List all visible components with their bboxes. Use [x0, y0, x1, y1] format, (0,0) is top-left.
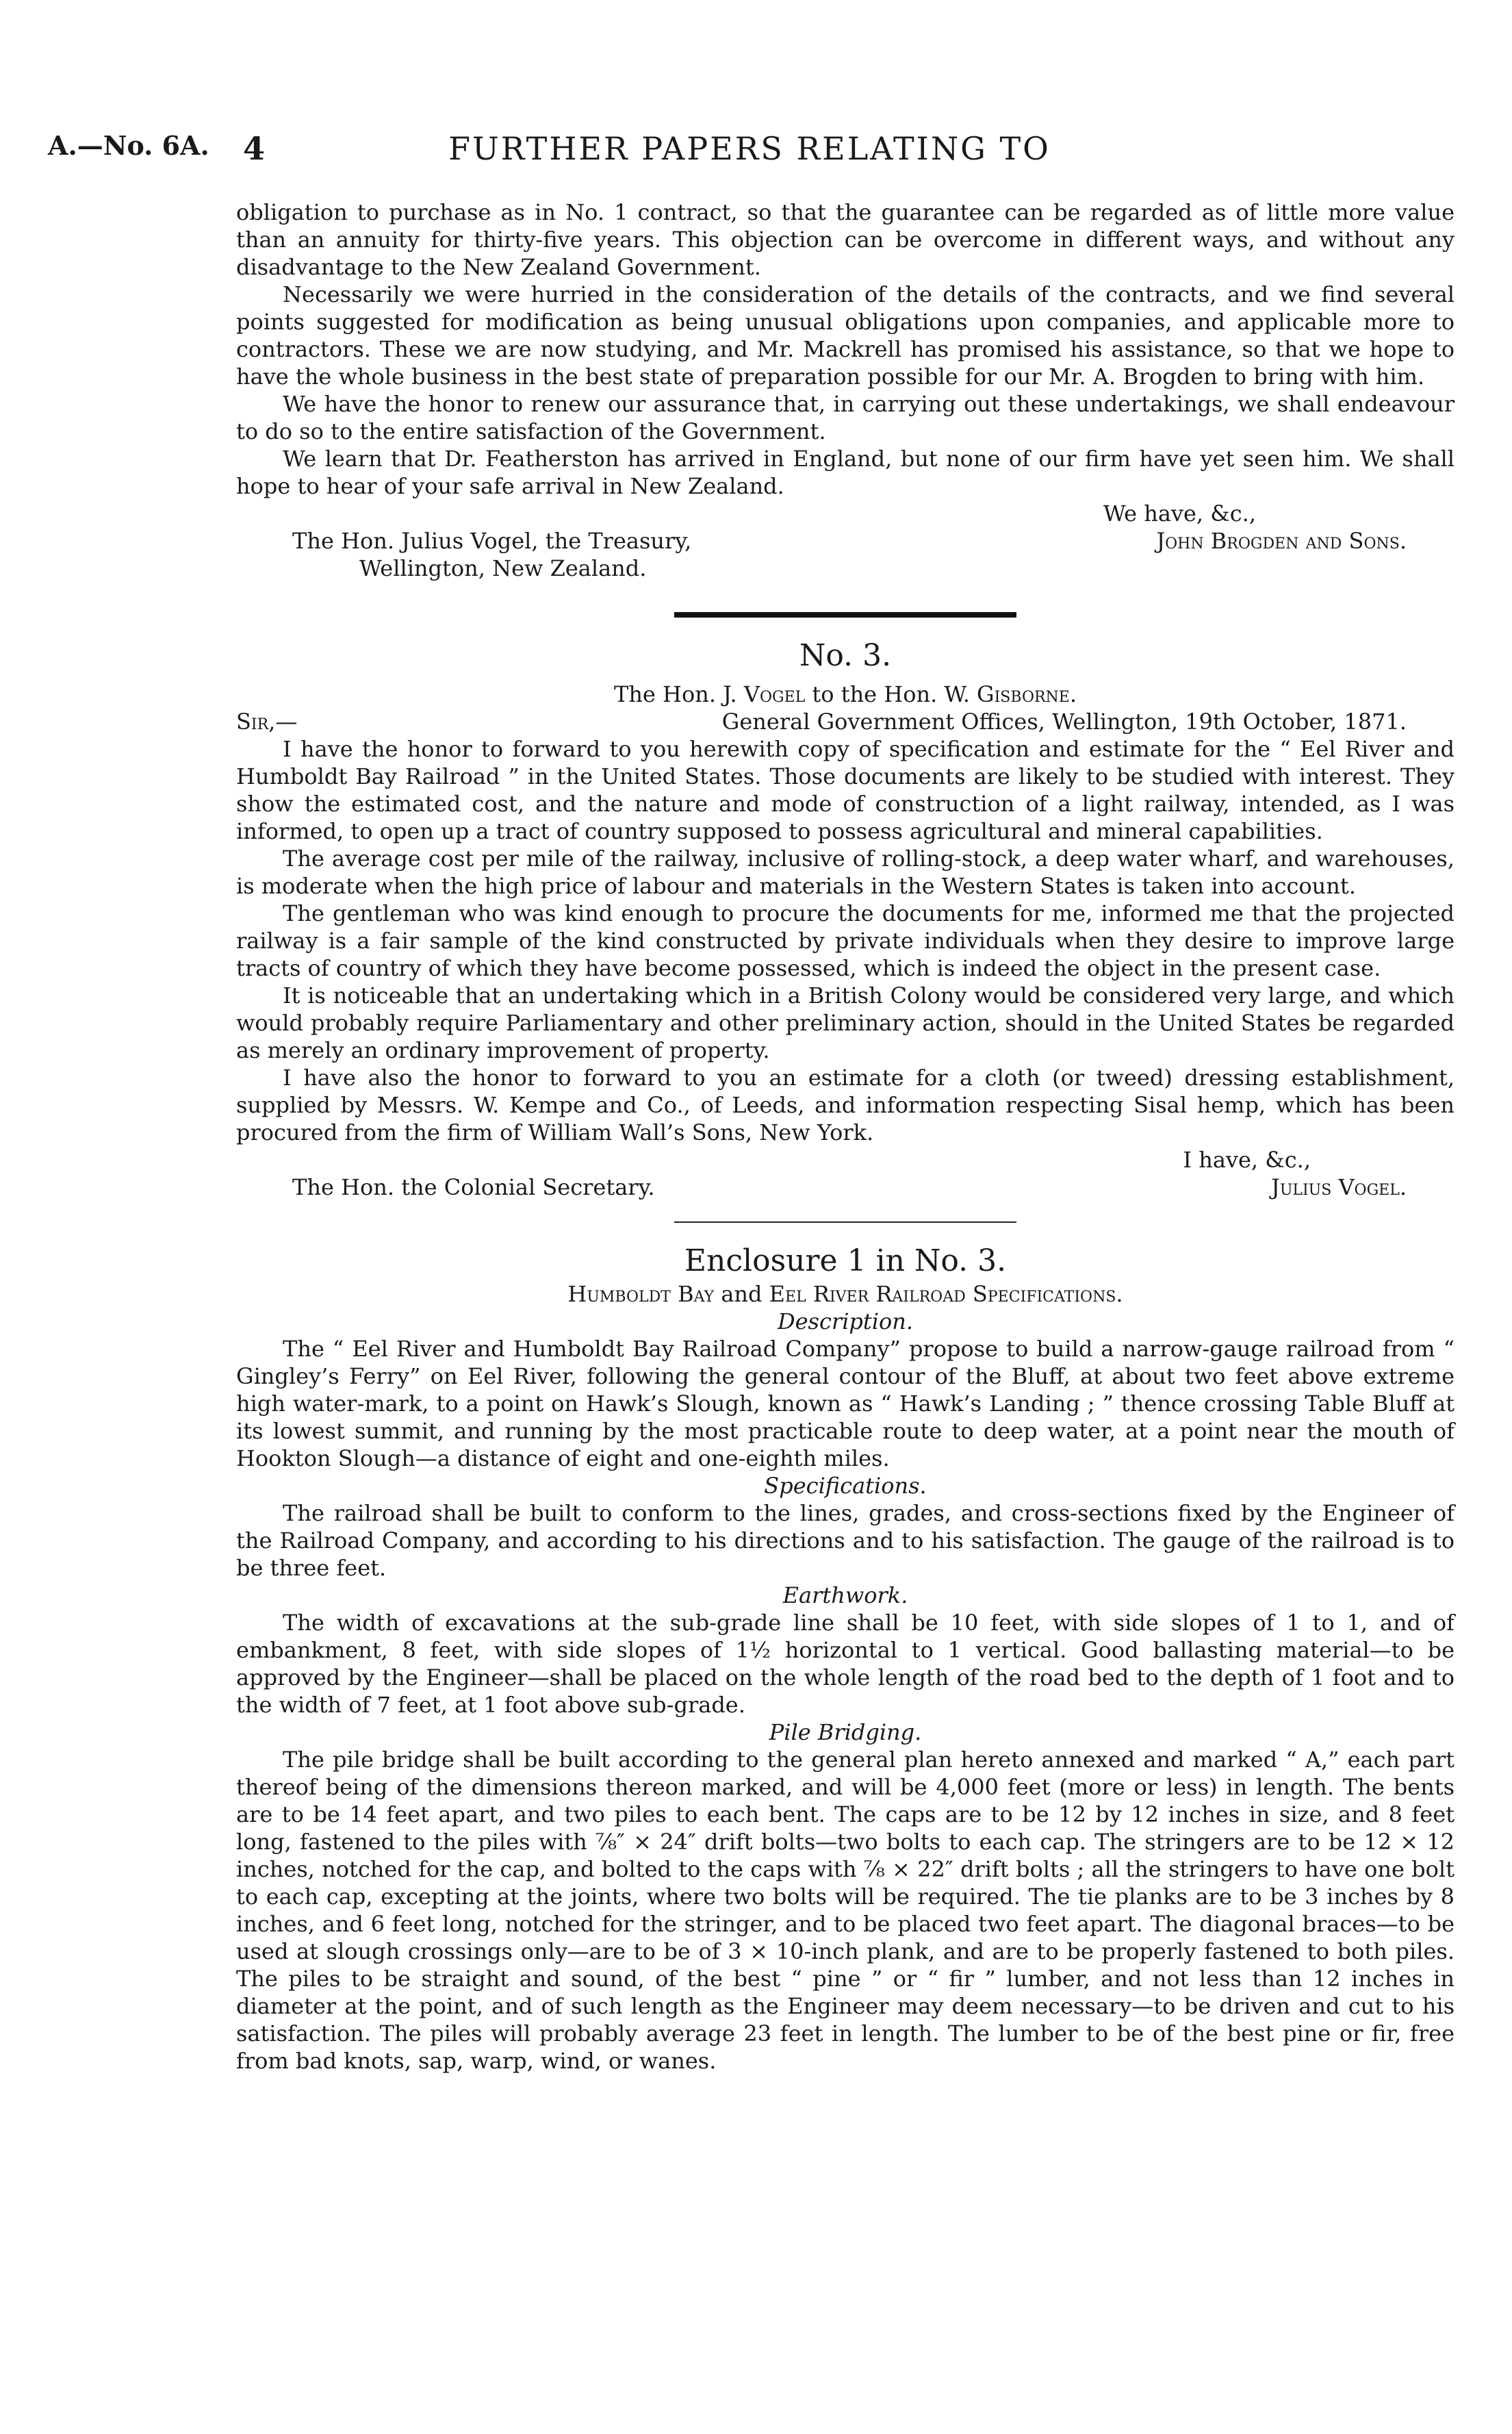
- addressee: The Hon. Julius Vogel, the Treasury,: [292, 528, 692, 554]
- document-body: [236, 199, 1455, 2075]
- subtitle-text: and: [714, 1281, 769, 1307]
- paragraph: We learn that Dr. Featherston has arrived in England, but none of our firm have yet seen him. We shall hope to hear of your safe arrival in New Zealand.: [236, 446, 1455, 499]
- addressee-signature-row: [236, 527, 1455, 555]
- paragraph: The gentleman who was kind enough to procure the documents for me, informed me that the projected railway is a fair sample of the kind constructed by private individuals when they desire to improve large tracts of country of which they have become possessed, which is indeed the object in the present case.: [236, 900, 1455, 981]
- page-number: 4: [243, 130, 266, 167]
- running-title: FURTHER PAPERS RELATING TO: [448, 130, 1051, 167]
- paragraph: The pile bridge shall be built according to the general plan hereto annexed and marked “ A,” each part thereof being of the dimensions thereon marked, and will be 4,000 feet (more or less) in length. The bents are to be 14 feet apart, and two piles to each bent. The caps are to be 12 by 12 inches in size, and 8 feet long, fastened to the piles with ⅞″ × 24″ drift bolts—two bolts to each cap. The stringers are to be 12 × 12 inches, notched for the cap, and bolted to the caps with ⅞ × 22″ drift bolts ; all the stringers to have one bolt to each cap, excepting at the joints, where two bolts will be required. The tie planks are to be 3 inches by 8 inches, and 6 feet long, notched for the stringer, and to be placed two feet apart. The diagonal braces—to be used at slough crossings only—are to be of 3 × 10-inch plank, and are to be properly fastened to both piles. The piles to be straight and sound, of the best “ pine ” or “ fir ” lumber, and not less than 12 inches in diameter at the point, and of such length as the Engineer may deem necessary—to be driven and cut to his satisfaction. The piles will probably average 23 feet in length. The lumber to be of the best pine or fir, free from bad knots, sap, warp, wind, or wanes.: [236, 1747, 1455, 2074]
- paragraph: We have the honor to renew our assurance that, in carrying out these undertakings, we shall endeavour to do so to the entire satisfaction of the Government.: [236, 391, 1455, 444]
- section-divider: [674, 612, 1016, 618]
- letter-heading: [236, 681, 1455, 708]
- paragraph: obligation to purchase as in No. 1 contract, so that the guarantee can be regarded as of little more value than an annuity for thirty-five years. This objection can be overcome in different ways, and without any disadvantage to the New Zealand Government.: [236, 199, 1455, 280]
- heading-text: to the Hon. W.: [805, 681, 977, 707]
- paragraph: The “ Eel River and Humboldt Bay Railroad Company” propose to build a narrow-gauge railroad from “ Gingley’s Ferry” on Eel River, following the general contour of the Bluff, at about two feet above extreme high water-mark, to a point on Hawk’s Slough, known as “ Hawk’s Landing ; ” thence crossing Table Bluff at its lowest summit, and running by the most practicable route to deep water, at a point near the mouth of Hookton Slough—a distance of eight and one-eighth miles.: [236, 1336, 1455, 1471]
- paragraph: The width of excavations at the sub-grade line shall be 10 feet, with side slopes of 1 to 1, and of embankment, 8 feet, with side slopes of 1½ horizontal to 1 vertical. Good ballasting material—to be approved by the Engineer—shall be placed on the whole length of the road bed to the depth of 1 foot and to the width of 7 feet, at 1 foot above sub-grade.: [236, 1610, 1455, 1718]
- closing-row: [236, 500, 1455, 527]
- letter-number: No. 3.: [799, 638, 892, 673]
- closing: We have, &c.,: [1103, 500, 1256, 527]
- addressee-row: [236, 555, 1455, 582]
- section-divider: [674, 1221, 1016, 1223]
- section-heading: Specifications.: [764, 1473, 927, 1499]
- closing-row: [236, 1146, 1455, 1174]
- addressee-signature-row: [236, 1174, 1455, 1201]
- salutation-row: [236, 708, 1455, 735]
- salutation: Sir,—: [236, 709, 298, 735]
- paragraph: I have also the honor to forward to you an estimate for a cloth (or tweed) dressing establishment, supplied by Messrs. W. Kempe and Co., of Leeds, and information respecting Sisal hemp, which has been procured from the firm of William Wall’s Sons, New York.: [236, 1065, 1455, 1145]
- section-heading: Description.: [777, 1308, 914, 1334]
- subtitle-text: Humboldt Bay: [567, 1281, 715, 1307]
- place-date: General Government Offices, Wellington, 19th October, 1871.: [721, 709, 1407, 735]
- addressee: The Hon. the Colonial Secretary.: [292, 1174, 655, 1200]
- paragraph: The average cost per mile of the railway, inclusive of rolling-stock, a deep water wharf, and warehouses, is moderate when the high price of labour and materials in the Western States is taken into account.: [236, 846, 1455, 899]
- addressee-address: Wellington, New Zealand.: [359, 555, 647, 581]
- paragraph: It is noticeable that an undertaking which in a British Colony would be considered very large, and which would probably require Parliamentary and other preliminary action, should in the United States be regarded as merely an ordinary improvement of property.: [236, 983, 1455, 1063]
- sender-name: Vogel: [743, 681, 806, 707]
- section-heading: Earthwork.: [782, 1582, 908, 1608]
- paragraph: Necessarily we were hurried in the consideration of the details of the contracts, and we find several points suggested for modification as being unusual obligations upon companies, and applicable more to contractors. These we are now studying, and Mr. Mackrell has promised his assistance, so that we hope to have the whole business in the best state of preparation possible for our Mr. A. Brogden to bring with him.: [236, 281, 1455, 390]
- enclosure-title: Enclosure 1 in No. 3.: [684, 1243, 1007, 1278]
- document-reference: A.—No. 6A.: [48, 130, 209, 161]
- enclosure-subtitle: [236, 1280, 1455, 1308]
- closing: I have, &c.,: [1183, 1147, 1311, 1173]
- subtitle-text: Eel River Railroad Specifications.: [769, 1281, 1123, 1307]
- signature: John Brogden and Sons.: [1156, 528, 1407, 554]
- paragraph: I have the honor to forward to you herewith copy of specification and estimate for the “ Eel River and Humboldt Bay Railroad ” in the United States. Those documents are likely to be studied with interest. They show the estimated cost, and the nature and mode of construction of a light railway, intended, as I was informed, to open up a tract of country supposed to possess agricultural and mineral capabilities.: [236, 736, 1455, 844]
- section-heading: Pile Bridging.: [769, 1719, 922, 1745]
- heading-text: The Hon. J.: [613, 681, 744, 707]
- page-header: [48, 130, 1451, 171]
- paragraph: The railroad shall be built to conform to the lines, grades, and cross-sections fixed by the Engineer of the Railroad Company, and according to his directions and to his satisfaction. The gauge of the railroad is to be three feet.: [236, 1500, 1455, 1581]
- signature: Julius Vogel.: [1270, 1174, 1407, 1200]
- recipient-name: Gisborne.: [977, 681, 1077, 707]
